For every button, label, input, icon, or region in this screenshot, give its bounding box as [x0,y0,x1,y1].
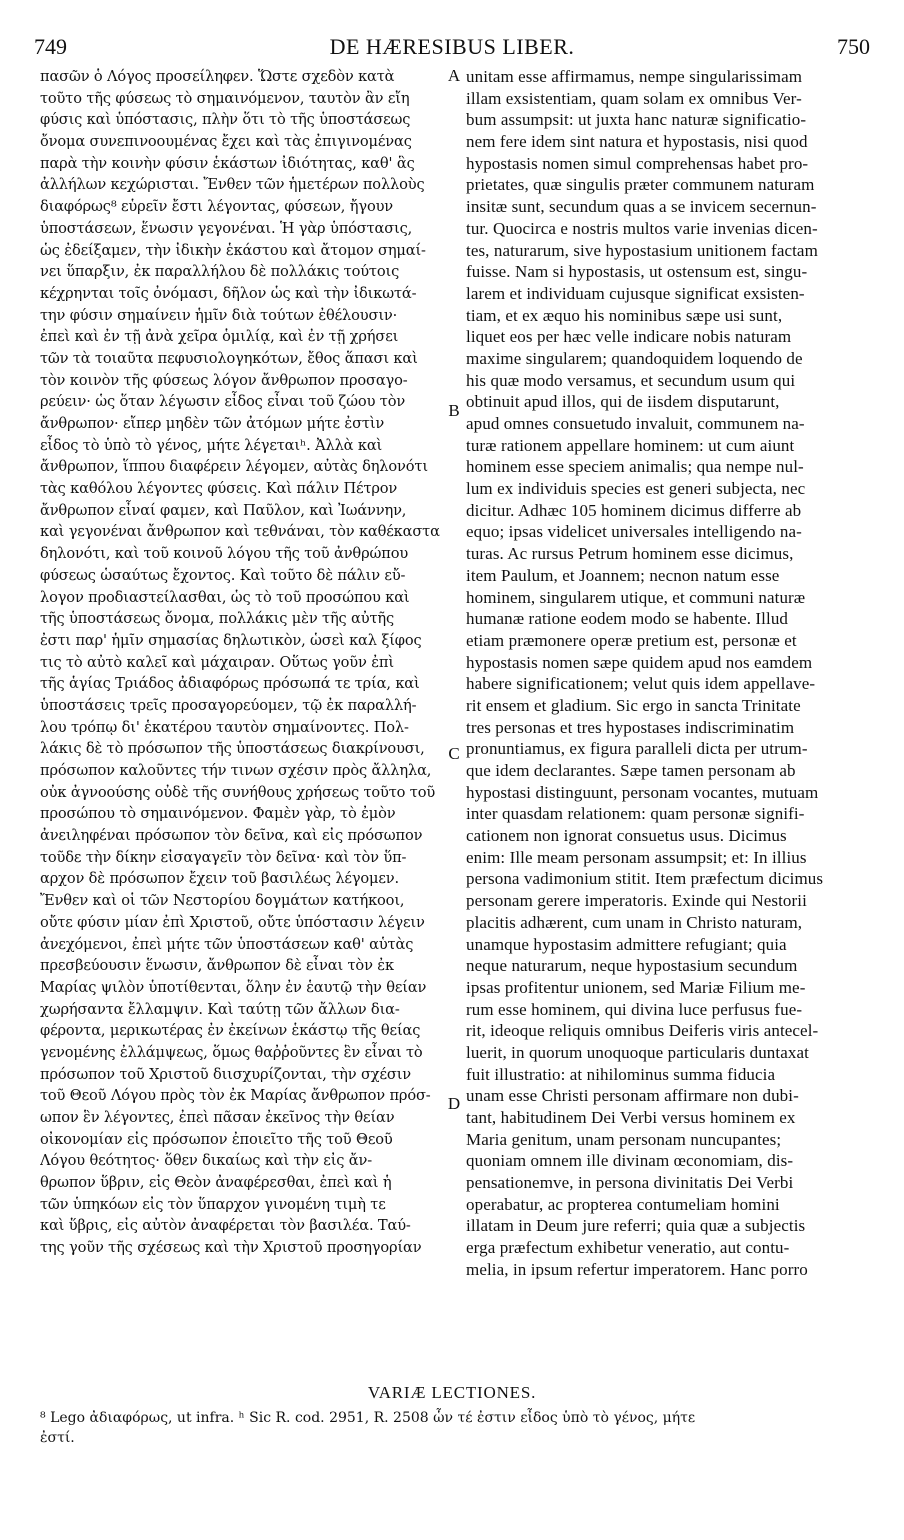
text-line: ωπον ἓν λέγοντες, ἐπεὶ πᾶσαν ἐκεῖνος τὴν θείαν [40,1109,395,1126]
text-line: πρεσβεύουσιν ἕνωσιν, ἄνθρωπον δὲ εἶναι τὸν ἐκ [40,957,394,975]
text-line: neque naturarum, neque hypostasium secundum [466,956,798,976]
text-line: ὡς ἐδείξαμεν, τὴν ἰδικὴν ἑκάστου καὶ ἄτομον σημαί- [40,241,426,259]
text-line: ἀνεχόμενοι, ἐπεὶ μήτε τῶν ὑποστάσεων καθ' αὑτὰς [40,935,414,953]
text-line: turas. Ac rursus Petrum hominem esse dicimus, [466,544,794,564]
text-line: habere significationem; velut quis idem appellave- [466,674,816,694]
text-line: hominem, singularem utique, et communi naturæ [466,587,806,607]
text-line: αρχον δὲ πρόσωπον ἔχειν τοῦ βασιλέως λέγομεν. [40,870,399,888]
text-line: lum ex individuis species est generi subjecta, nec [466,479,806,499]
text-line: Λόγου θεότητος· ὅθεν δικαίως καὶ τὴν εἰς ἄν- [40,1152,372,1170]
text-line: fuit illustratio: at nihilominus summa fiducia [466,1064,776,1084]
text-line: δηλονότι, καὶ τοῦ κοινοῦ λόγου τῆς τοῦ ἀνθρώπου [40,545,409,563]
text-line: inter quasdam relationem: quam personæ signifi- [466,804,805,824]
text-line: nem fere idem sint natura et hypostasis, nisi quod [466,132,808,152]
text-line: κέχρηνται τοῖς ὀνόμασι, δῆλον ὡς καὶ τὴν ἰδικωτά- [40,284,417,302]
greek-column [40,66,442,1366]
text-line: προσώπου τὸ σημαινόμενον. Φαμὲν γὰρ, τὸ ἐμὸν [40,805,396,823]
text-line: εἶδος τὸ ὑπὸ τὸ γένος, μήτε λέγεταιʰ. Ἀλλὰ καὶ [40,436,383,454]
text-line: την φύσιν σημαίνειν ἡμῖν διὰ τούτων ἐθέλουσιν· [40,306,398,324]
footnote-line: ἐστί. [40,1430,75,1446]
text-line: διαφόρως⁸ εὑρεῖν ἔστι λέγοντας, φύσεων, ἤγουν [40,198,394,216]
text-line: obtinuit apud illos, qui de iisdem disputarunt, [466,392,780,412]
text-line: tant, habitudinem Dei Verbi versus hominem ex [466,1108,796,1127]
text-line: placitis adhærent, cum unam in Christo naturam, [466,912,803,932]
text-line: φύσεως ὡσαύτως ἔχοντος. Καὶ τοῦτο δὲ πάλιν εὔ- [40,566,406,584]
text-line: maxime singularem; quandoquidem loquendo de [466,348,803,368]
text-line: φύσις καὶ ὑπόστασις, πλὴν ὅτι τὸ τῆς ὑποστάσεως [40,111,411,129]
text-line: ἄνθρωπον εἶναί φαμεν, καὶ Παῦλον, καὶ Ἰωάννην, [40,501,407,519]
text-line: etiam præmonere operæ pretium est, personæ et [466,630,797,650]
text-line: tiam, et ex æquo his nominibus sæpe usi sunt, [466,305,783,325]
text-line: ipsas profitentur unionem, sed Mariæ Filium me- [466,977,806,997]
text-line: τὰς καθόλου λέγοντες φύσεις. Καὶ πάλιν Πέτρον [40,480,398,498]
text-line: tes, naturarum, sive hypostasium unitionem factam [466,240,818,260]
text-line: πασῶν ὁ Λόγος προσείληφεν. Ὥστε σχεδὸν κατὰ [40,68,395,85]
text-line: apud omnes consuetudo invaluit, communem na- [466,414,805,433]
text-line: turæ rationem appellare hominem: ut cum aiunt [466,435,795,455]
text-line: ἄνθρωπον, ἵππου διαφέρειν λέγομεν, αὐτὰς δηλονότι [40,458,428,476]
text-line: οὐκ ἀγνοούσης οὐδὲ τῆς συνήθους χρήσεως τοῦτο τοῦ [40,783,436,801]
text-line: παρὰ τὴν κοινὴν φύσιν ἑκάστων ἰδιότητας, καθ' ἃς [40,154,415,172]
text-line: tres personas et tres hypostases indiscriminatim [466,717,795,737]
text-line: φέροντα, μερικωτέρας ἐν ἐκείνων ἑκάστῳ τῆς θείας [40,1022,421,1040]
text-line: ἐστι παρ' ἡμῖν σημασίας δηλωτικὸν, ὡσεὶ καλ ξίφος [40,631,422,649]
text-line: λάκις δὲ τὸ πρόσωπον τῆς ὑποστάσεως διακρίνουσι, [40,740,425,758]
text-line: της γοῦν τῆς σχέσεως καὶ τὴν Χριστοῦ προσηγορίαν [40,1239,422,1257]
text-line: hominem esse speciem animalis; qua nempe nul- [466,457,804,477]
text-line: illam exsistentiam, quam solam ex omnibus Ver- [466,88,802,108]
text-line: pensationemve, in persona divinitatis Dei Verbi [466,1173,794,1193]
text-line: humanæ ratione eodem modo se habente. Illud [466,609,789,629]
text-line: his quæ modo versamus, et secundum usum qui [466,370,796,390]
text-line: καὶ ὕβρις, εἰς αὐτὸν ἀναφέρεται τὸν βασιλέα. Ταύ- [40,1217,411,1235]
text-line: persona vadimonium stitit. Item præfectum dicimus [466,869,824,889]
text-line: τὸν κοινὸν τῆς φύσεως λόγον ἄνθρωπον προσαγο- [40,371,408,389]
text-line: καὶ γεγονέναι ἄνθρωπον καὶ τεθνάναι, τὸν καθέκαστα [40,523,440,541]
text-line: unam esse Christi personam affirmare non dubi- [466,1086,799,1106]
text-line: erga præfectum exhibetur veneratio, aut contu- [466,1238,790,1258]
margin-letter-b: B [448,401,460,420]
text-line: bum assumpsit: ut juxta hanc naturæ significatio- [466,110,807,130]
text-line: rum esse hominem, qui divina luce perfusus fue- [466,999,803,1019]
text-line: pronuntiamus, ex figura paralleli dicta per utrum- [466,739,808,759]
text-line: equo; ipsas videlicet universales intelligendo na- [466,522,802,542]
text-line: insitæ sunt, secundum quas a se invicem secernun- [466,197,817,217]
text-line: νει ὕπαρξιν, ἐκ παραλλήλου δὲ πολλάκις τούτοις [40,263,400,281]
text-line: τῶν ὑπηκόων εἰς τὸν ὕπαρχον γινομένη τιμὴ τε [40,1195,386,1213]
text-line: liquet eos per hæc velle indicare nobis naturam [466,327,792,347]
text-line: τοῦ Θεοῦ Λόγου πρὸς τὸν ἐκ Μαρίας ἄνθρωπον πρόσ- [40,1087,431,1105]
text-line: quoniam omnem ille divinam œconomiam, dis- [466,1151,794,1171]
text-line: τοῦδε τὴν δίκην εἰσαγαγεῖν τὸν δεῖνα· καὶ τὸν ὕπ- [40,848,407,866]
margin-letter-a: A [447,66,461,85]
page-number-left: 749 [34,34,67,59]
text-line: operabatur, ac propterea contumeliam homini [466,1194,780,1214]
running-title: DE HÆRESIBUS LIBER. [329,34,575,59]
text-line: unitam esse affirmamus, nempe singularissimam [466,67,803,86]
text-line: fuisse. Nam si hypostasis, ut ostensum est, singu- [466,262,808,282]
text-line: τις τὸ αὐτὸ καλεῖ καὶ μάχαιραν. Οὕτως γοῦν ἐπὶ [40,653,394,671]
text-line: ἀνειληφέναι πρόσωπον τὸν δεῖνα, καὶ εἰς πρόσωπον [40,827,423,845]
text-line: τοῦτο τῆς φύσεως τὸ σημαινόμενον, ταυτὸν ἂν εἴη [40,89,410,107]
text-line: que idem declarantes. Sæpe tamen personam ab [466,761,796,780]
text-line: πρόσωπον τοῦ Χριστοῦ διισχυρίζονται, τὴν σχέσιν [40,1065,412,1083]
text-line: λου τρόπῳ δι' ἑκατέρου ταυτὸν σημαίνοντες. Πολ- [40,718,409,736]
page-number-right: 750 [837,34,870,59]
text-line: personam gerere imperatoris. Exinde qui Nestorii [466,891,807,911]
text-line: melia, in ipsum refertur imperatorem. Hanc porro [466,1259,808,1279]
margin-letter-d: D [447,1094,461,1113]
text-line: ρεύειν· ὡς ὅταν λέγωσιν εἶδος εἶναι τοῦ ζώου τὸν [40,393,406,411]
text-line: θρωπον ὕβριν, εἰς Θεὸν ἀναφέρεσθαι, ἐπεὶ καὶ ἡ [40,1174,392,1192]
footnote-line: ⁸ Lego ἀδιαφόρως, ut infra. ʰ Sic R. cod. 2951, R. 2508 ὧν τέ ἐστιν εἶδος ὑπὸ τὸ γένος, μήτε [40,1410,696,1426]
text-line: τῶν τὰ τοιαῦτα πεφυσιολογηκότων, ἔθος ἅπασι καὶ [40,349,418,367]
text-line: larem et individuam cujusque significat exsisten- [466,283,805,303]
latin-column [466,66,870,1366]
text-line: enim: Ille meam personam assumpsit; et: In illius [466,847,807,867]
text-line: tur. Quocirca e nostris multos varie invenias dicen- [466,218,818,238]
text-line: dicitur. Adhæc 105 hominem dicimus differre ab [466,500,802,520]
running-header [34,34,870,60]
text-line: Μαρίας ψιλὸν ὑποτίθενται, ὅλην ἐν ἑαυτῷ τὴν θείαν [40,978,427,996]
text-line: ἐπεὶ καὶ ἐν τῇ ἀνὰ χεῖρα ὁμιλίᾳ, καὶ ἐν τῇ χρήσει [40,328,399,346]
text-line: hypostasis nomen sæpe quidem apud nos eamdem [466,652,813,672]
margin-letter-c: C [448,744,460,763]
text-line: λογον προδιαστείλασθαι, ὡς τὸ τοῦ προσώπου καὶ [40,588,410,606]
text-line: ὄνομα συνεπινοουμένας ἔχει καὶ τὰς ἐπιγινομένας [40,133,412,151]
text-line: χωρήσαντα ἔλλαμψιν. Καὶ ταύτῃ τῶν ἄλλων δια- [40,1000,400,1018]
text-line: cationem non ignorat consuetus usus. Dicimus [466,826,787,846]
text-line: hypostasi distinguunt, personam vocantes, mutuam [466,782,819,802]
text-line: unamque hypostasim admittere refugiant; quia [466,934,787,954]
variae-lectiones-title: VARIÆ LECTIONES. [367,1383,537,1402]
text-line: Ἔνθεν καὶ οἱ τῶν Νεστορίου δογμάτων κατήκοοι, [40,892,405,910]
text-line: ὑποστάσεις τρεῖς προσαγορεύομεν, τῷ ἐκ παραλλή- [40,696,417,714]
text-line: τῆς ἁγίας Τριάδος ἀδιαφόρως πρόσωπά τε τρία, καὶ [40,675,420,693]
text-line: ὑποστάσεων, ἕνωσιν γεγονέναι. Ἡ γὰρ ὑπόστασις, [40,219,413,237]
text-line: Maria genitum, unam personam nuncupantes; [466,1129,782,1149]
text-line: οἰκονομίαν εἰς πρόσωπον ἐποιεῖτο τῆς τοῦ Θεοῦ [40,1130,393,1148]
text-line: item Paulum, et Joannem; necnon natum esse [466,565,780,585]
text-line: ἀλλήλων κεχώρισται. Ἔνθεν τῶν ἡμετέρων πολλοὺς [40,176,425,194]
text-line: πρόσωπον καλοῦντες τήν τινων σχέσιν πρὸς ἄλληλα, [40,762,432,779]
text-line: γενομένης ἐλλάμψεως, ὅμως θαῤῥοῦντες ἓν εἶναι τὸ [40,1043,423,1061]
text-line: prietates, quæ singulis præter communem naturam [466,175,815,195]
text-line: illatam in Deum jure referri; quia quæ a subjectis [466,1216,806,1236]
text-line: τῆς ὑποστάσεως ὄνομα, πολλάκις μὲν τῆς αὐτῆς [40,610,395,628]
text-line: luerit, in quorum unoquoque particularis duntaxat [466,1042,809,1062]
text-line: rit ensem et gladium. Sic ergo in sancta Trinitate [466,695,801,715]
text-line: rit, ideoque reliquis omnibus Deiferis viris antecel- [466,1021,819,1041]
text-line: ἄνθρωπον· εἴπερ μηδὲν τῶν ἀτόμων μήτε ἐστὶν [40,415,385,432]
text-line: οὔτε φύσιν μίαν ἐπὶ Χριστοῦ, οὔτε ὑπόστασιν λέγειν [40,913,425,931]
text-line: hypostasis nomen simul comprehensas habet pro- [466,153,809,173]
